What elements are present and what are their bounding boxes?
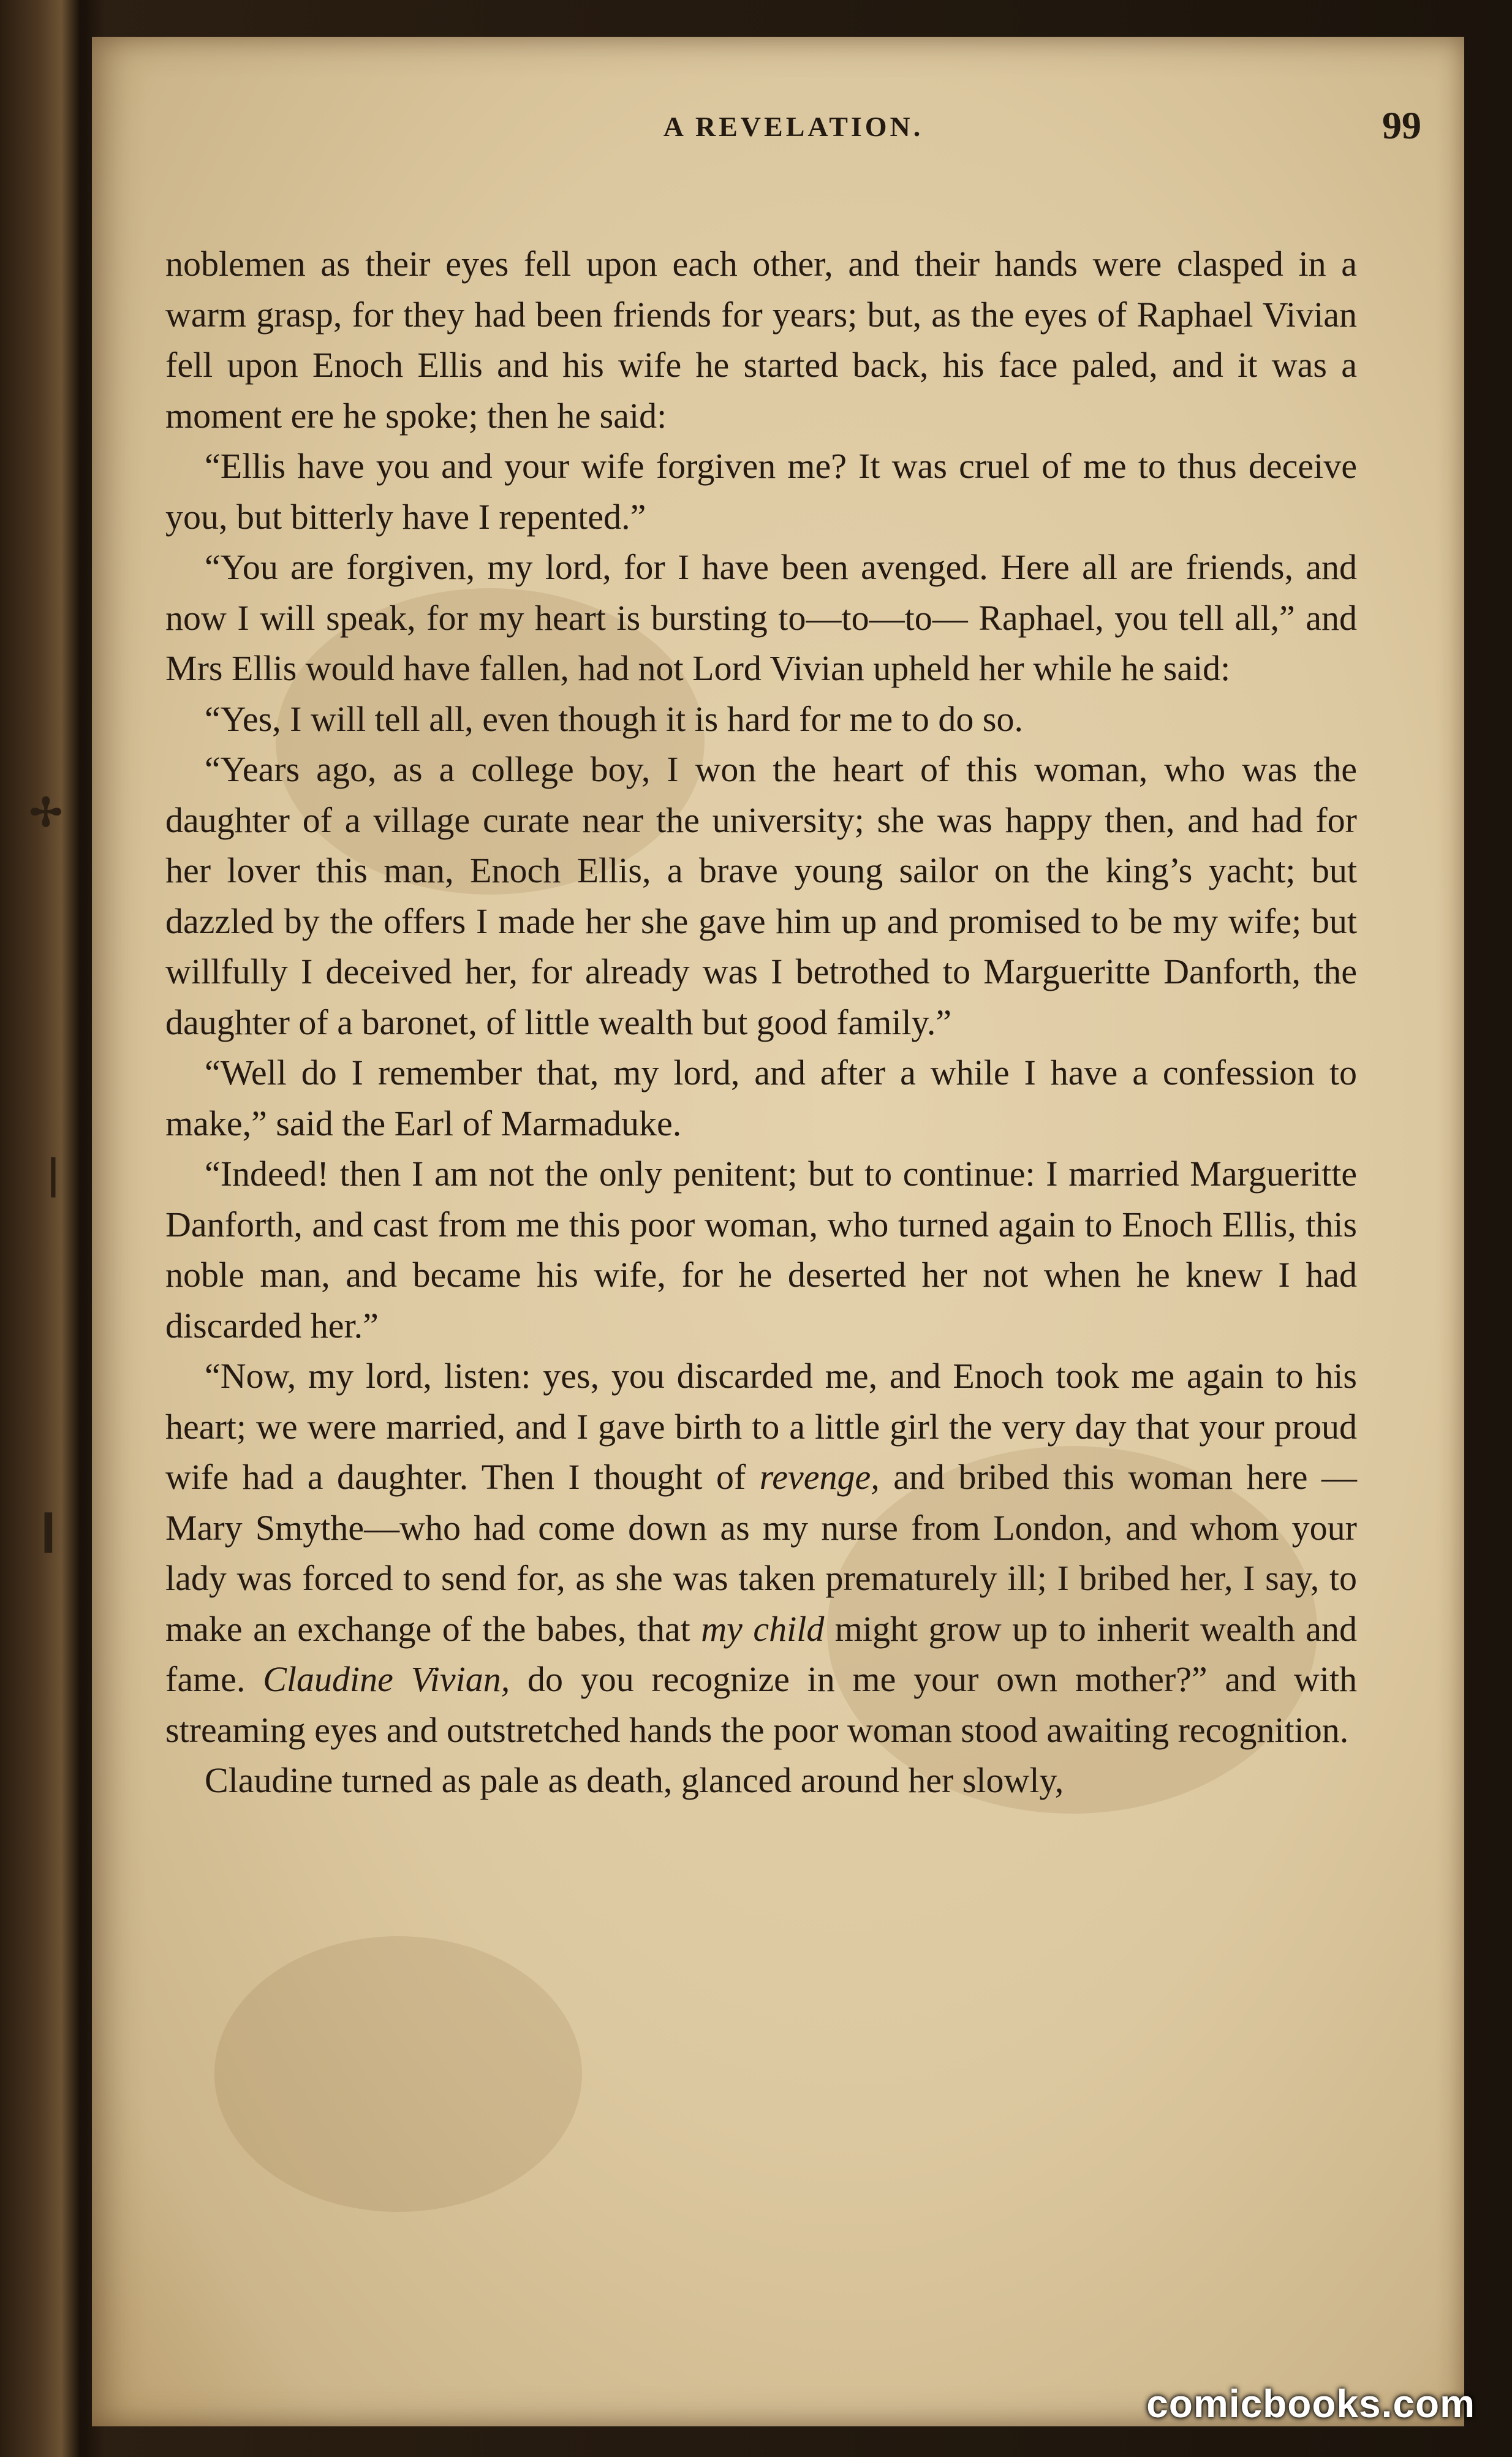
paragraph (165, 744, 1357, 1048)
text-run: do you recognize in me your own mother?” and with streaming eyes and outstretched hands the poor woman stood awaiting recognition. (165, 1659, 1357, 1750)
paragraph (165, 1755, 1357, 1806)
text-run: “Well do I remember that, my lord, and after a while I have a confession to make,” said the Earl of Marmaduke. (165, 1053, 1357, 1143)
page-number: 99 (1382, 104, 1421, 147)
text-run: “Now, my lord, listen: yes, you discarded me, and Enoch took me again to his heart; we were married, and I gave birth to a little girl the very day that your proud wife had a daughter. Then I thought of (165, 1356, 1357, 1497)
italic-text: revenge, (759, 1457, 880, 1497)
paper-stain (214, 1936, 582, 2212)
text-run: and bribed this woman here —Mary Smythe—who had come down as my nurse from London, and whom your lady was forced to send for, as she was taken prematurely ill; I bribed her, I say, to make an exchange of the babes, that (165, 1457, 1357, 1649)
paragraph (165, 542, 1357, 694)
italic-text: my child (701, 1608, 825, 1649)
text-run: “Years ago, as a college boy, I won the heart of this woman, who was the daughter of a village curate near the university; she was happy then, and had for her lover this man, Enoch Ellis, a brave young sailor on the king’s yacht; but dazzled by the offers I made her she gave him up and promised to be my wife; but willfully I deceived her, for already was I betrothed to Margueritte Danforth, the daughter of a baronet, of little wealth but good family.” (165, 749, 1357, 1042)
paragraph (165, 694, 1357, 745)
binding-mark: ❘ (37, 1153, 70, 1196)
text-run: Claudine turned as pale as death, glanced around her slowly, (205, 1760, 1064, 1800)
paragraph (165, 239, 1357, 441)
page-header (165, 104, 1421, 178)
paragraph (165, 1149, 1357, 1351)
body-text (165, 239, 1357, 1806)
paragraph (165, 441, 1357, 542)
text-run: “Indeed! then I am not the only penitent; but to continue: I married Margueritte Danforth, and cast from me this poor woman, who turned again to Enoch Ellis, this noble man, and became his wife, for he deserted her not when he knew I had discarded her.” (165, 1154, 1357, 1346)
binding-mark: ❙ (32, 1508, 65, 1551)
text-run: “Yes, I will tell all, even though it is hard for me to do so. (205, 698, 1023, 739)
text-run: “You are forgiven, my lord, for I have been avenged. Here all are friends, and now I will speak, for my heart is bursting to—to—to— Raphael, you tell all,” and Mrs Ellis would have fallen, had not Lord Vivian upheld her while he said: (165, 547, 1357, 688)
watermark: comicbooks.com (1146, 2382, 1475, 2426)
binding-mark: ✢ (29, 791, 62, 835)
text-run: noblemen as their eyes fell upon each other, and their hands were clasped in a warm grasp, for they had been friends for years; but, as the eyes of Raphael Vivian fell upon Enoch Ellis and his wife he started back, his face paled, and it was a moment ere he spoke; then he said: (165, 244, 1357, 436)
paragraph (165, 1351, 1357, 1755)
running-head: A REVELATION. (663, 111, 924, 142)
book-page (92, 37, 1464, 2426)
paragraph (165, 1048, 1357, 1149)
text-run: might grow up to inherit wealth and fame. (165, 1608, 1357, 1699)
text-run: “Ellis have you and your wife forgiven me? It was cruel of me to thus deceive you, but bitterly have I repented.” (165, 446, 1357, 537)
italic-text: Claudine Vivian, (263, 1659, 510, 1699)
